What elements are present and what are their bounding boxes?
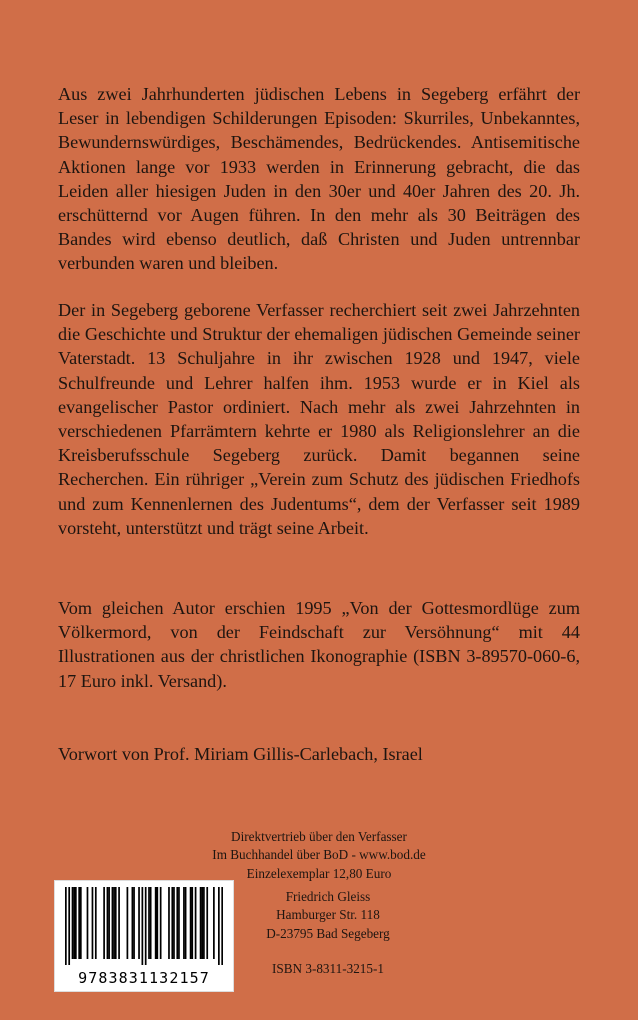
price-line: Einzelexemplar 12,80 Euro [246,865,392,881]
address-city: D-23795 Bad Segeberg [266,925,390,941]
description-paragraph-1: Aus zwei Jahrhunderten jüdischen Lebens in Segeberg erfährt der Leser in lebendigen Schilderungen Episoden: Skurriles, Unbekanntes, Bewundernswürdiges, Beschämendes, Bedrückendes. Antisemitische Aktionen lange vor 1933 werden in Erinnerung gebracht, die das Leiden aller hiesigen Juden in den 30er und 40er Jahren des 20. Jh. erschütternd vor Augen führen. In den mehr als 30 Beiträgen des Bandes wird ebenso deutlich, daß Christen und Juden untrennbar verbunden waren und bleiben. [58,84,580,274]
distribution-line: Im Buchhandel über BoD - www.bod.de [212,847,426,863]
barcode-digits: 9783831132157 [78,969,210,987]
address-street: Hamburger Str. 118 [276,907,380,923]
distribution-info [0,828,638,883]
author-bio-paragraph: Der in Segeberg geborene Verfasser recherchiert seit zwei Jahrzehnten die Geschichte und Struktur der ehemaligen jüdischen Gemeinde seiner Vaterstadt. 13 Schuljahre in ihr zwischen 1928 und 1947, viele Schulfreunde und Lehrer halfen ihm. 1953 wurde er in Kiel als evangelischer Pastor ordiniert. Nach mehr als zwei Jahrzehnten in verschiedenen Pfarrämtern kehrte er 1980 als Religionslehrer an die Kreisberufsschule Segeberg zurück. Damit begannen seine Recherchen. Ein rühriger „Verein zum Schutz des jüdischen Friedhofs und zum Kennenlernen des Judentums“, dem der Verfasser seit 1989 vorsteht, unterstützt und trägt seine Arbeit. [58,300,580,538]
author-address [52,888,604,943]
other-publication-paragraph: Vom gleichen Autor erschien 1995 „Von der Gottesmordlüge zum Völkermord, von der Feindschaft zur Versöhnung“ mit 44 Illustrationen aus der christlichen Ikonographie (ISBN 3-89570-060-6, 17 Euro inkl. Versand). [58,598,580,691]
address-name: Friedrich Gleiss [285,889,371,904]
foreword-credit: Vorwort von Prof. Miriam Gillis-Carlebach, Israel [58,744,423,764]
distribution-line: Direktvertrieb über den Verfasser [231,829,407,844]
isbn-number: ISBN 3-8311-3215-1 [272,961,384,976]
